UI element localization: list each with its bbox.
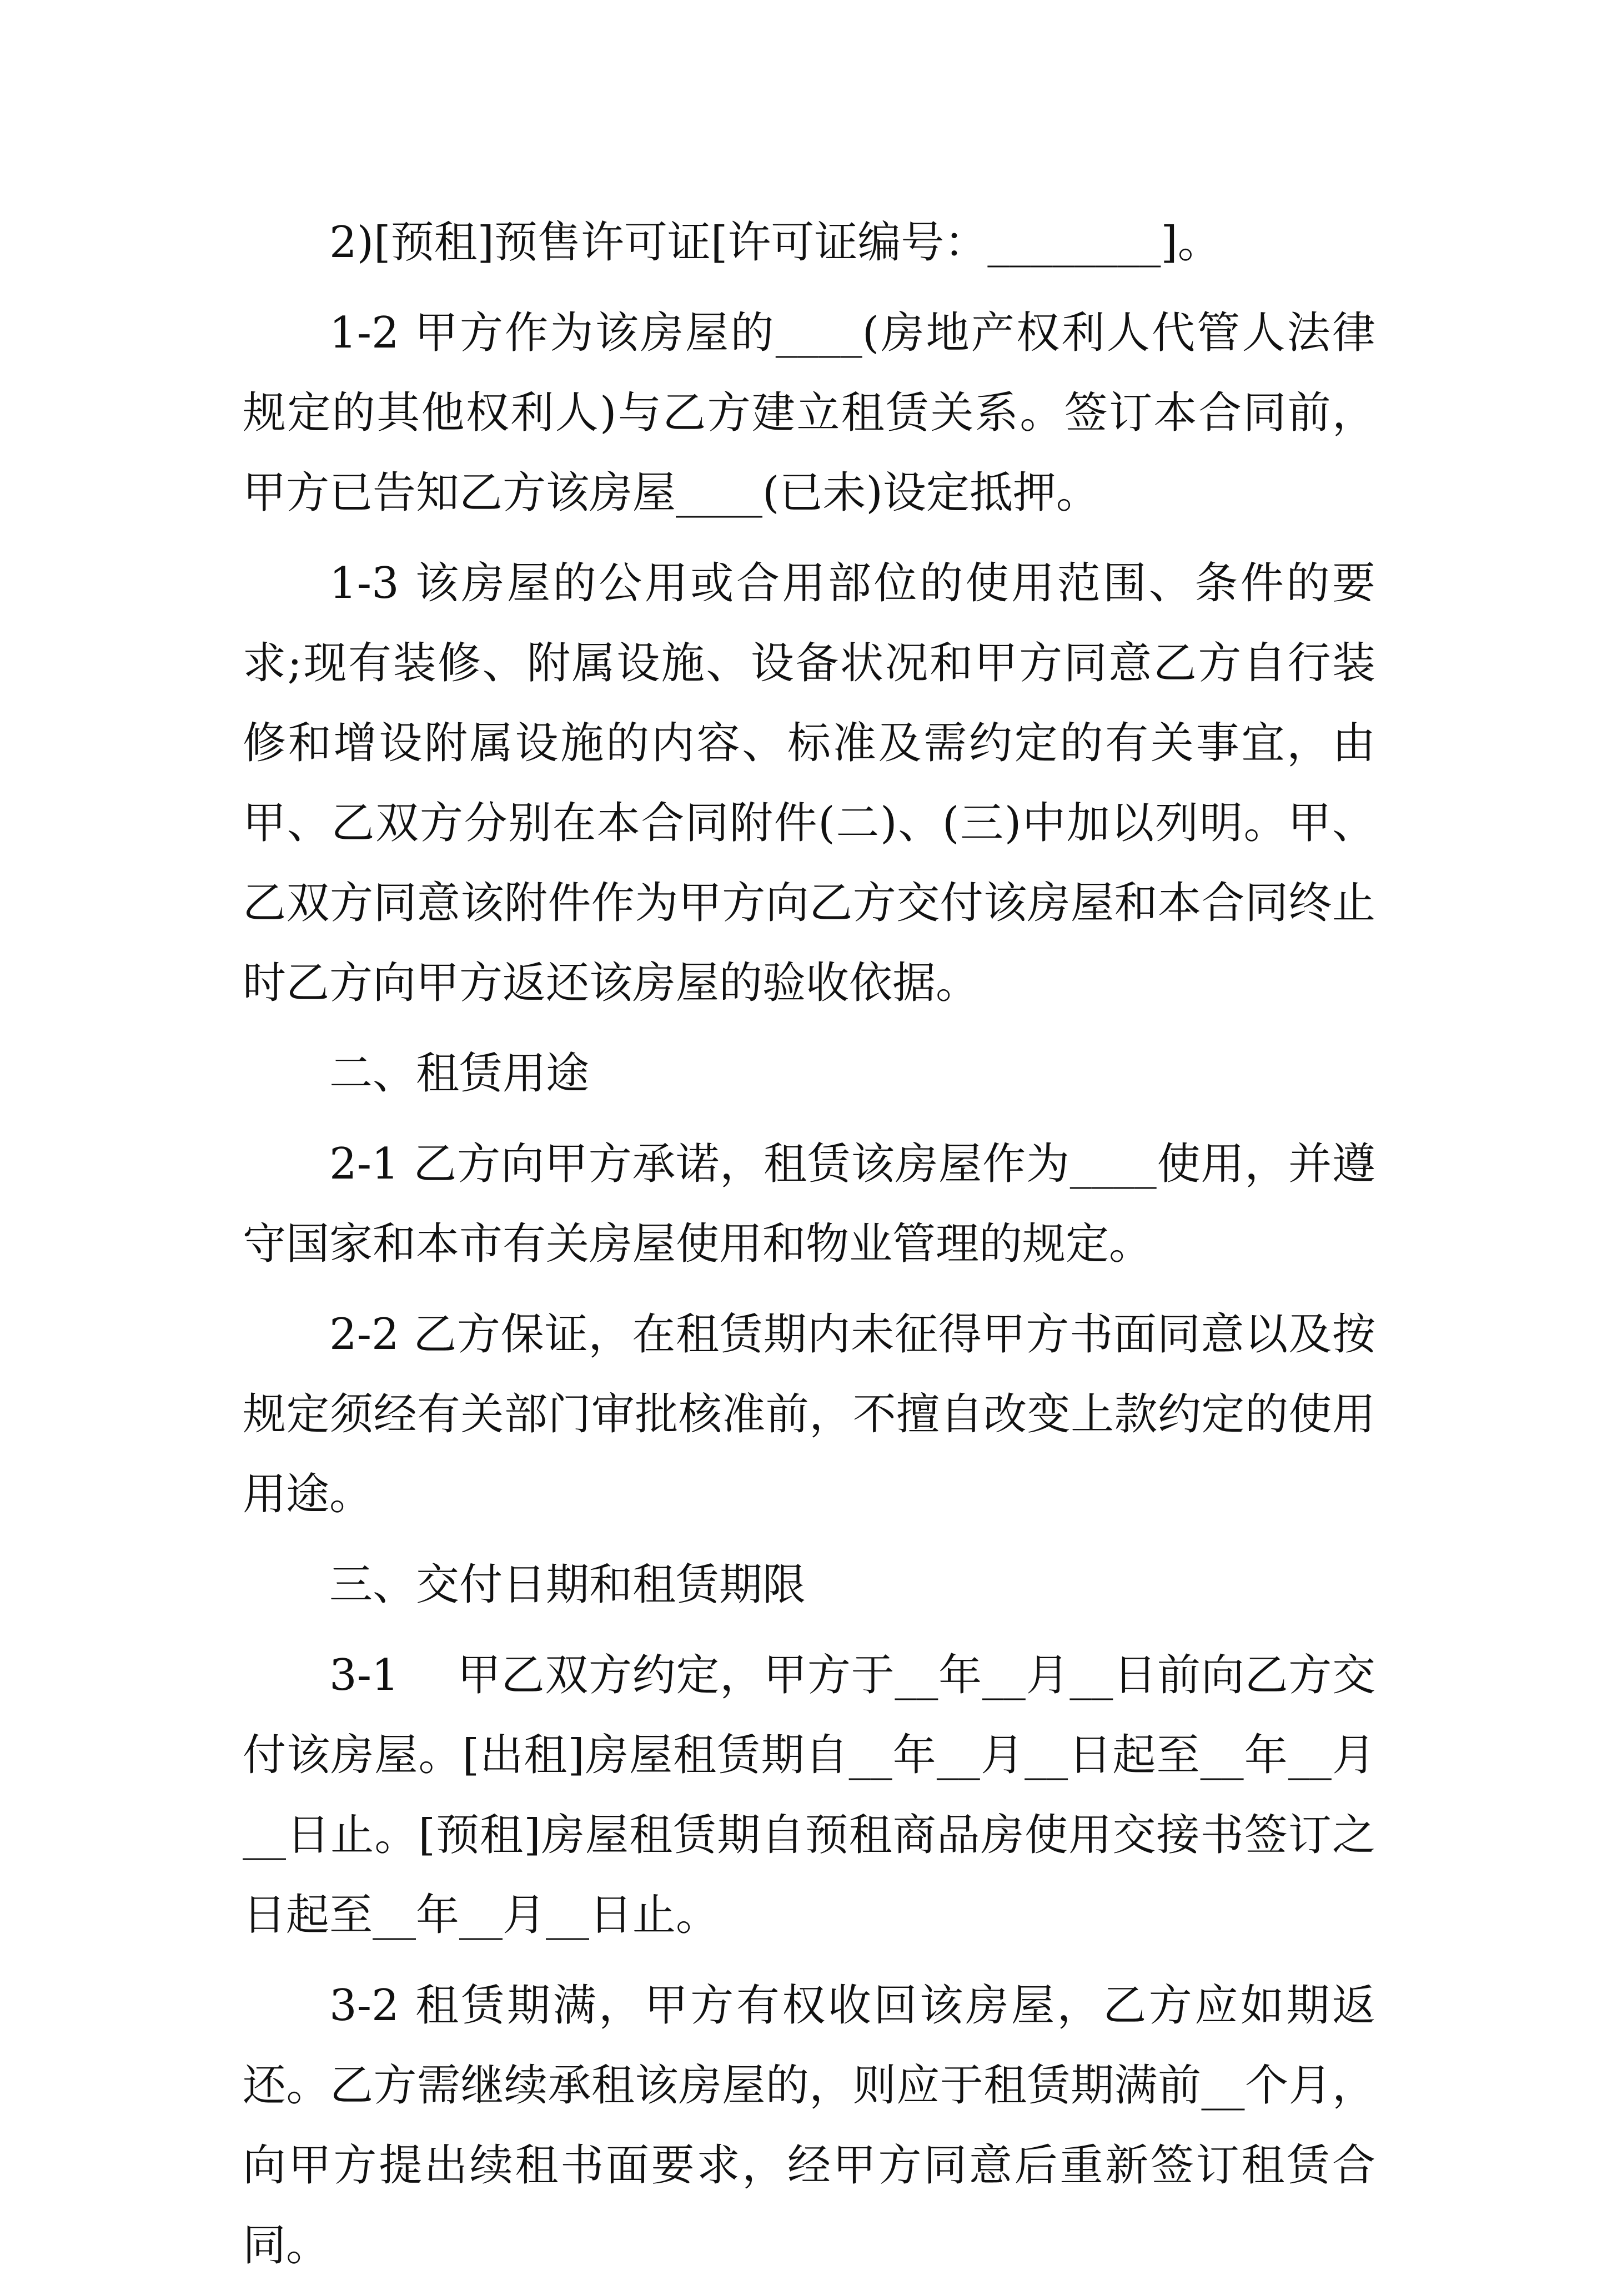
paragraph-1-3: 1-3 该房屋的公用或合用部位的使用范围、条件的要求;现有装修、附属设施、设备状况和甲方同意乙方自行装修和增设附属设施的内容、标准及需约定的有关事宜，由甲、乙双方分别在本合同附件(二)、(三)中加以列明。甲、乙双方同意该附件作为甲方向乙方交付该房屋和本合同终止时乙方向甲方返还该房屋的验收依据。 <box>243 558 1375 1008</box>
paragraph-2-1: 2-1 乙方向甲方承诺，租赁该房屋作为____使用，并遵守国家和本市有关房屋使用和物业管理的规定。 <box>243 1139 1375 1269</box>
document-body <box>243 203 1375 2296</box>
paragraph-3-2: 3-2 租赁期满，甲方有权收回该房屋，乙方应如期返还。乙方需继续承租该房屋的，则应于租赁期满前__个月，向甲方提出续租书面要求，经甲方同意后重新签订租赁合同。 <box>243 1981 1375 2270</box>
paragraph-2-2: 2-2 乙方保证，在租赁期内未征得甲方书面同意以及按规定须经有关部门审批核准前，不擅自改变上款约定的使用用途。 <box>243 1310 1375 1519</box>
heading-delivery-and-term: 三、交付日期和租赁期限 <box>329 1560 806 1610</box>
paragraph-1-2: 1-2 甲方作为该房屋的____(房地产权利人代管人法律规定的其他权利人)与乙方建立租赁关系。签订本合同前，甲方已告知乙方该房屋____(已未)设定抵押。 <box>243 308 1375 518</box>
paragraph-3-1: 3-1 甲乙双方约定，甲方于__年__月__日前向乙方交付该房屋。[出租]房屋租赁期自__年__月__日起至__年__月__日止。[预租]房屋租赁期自预租商品房使用交接书签订之日起至__年__月__日止。 <box>243 1650 1375 1940</box>
paragraph-presale-permit: 2)[预租]预售许可证[许可证编号：________]。 <box>329 218 1221 268</box>
heading-lease-purpose: 二、租赁用途 <box>329 1049 590 1099</box>
